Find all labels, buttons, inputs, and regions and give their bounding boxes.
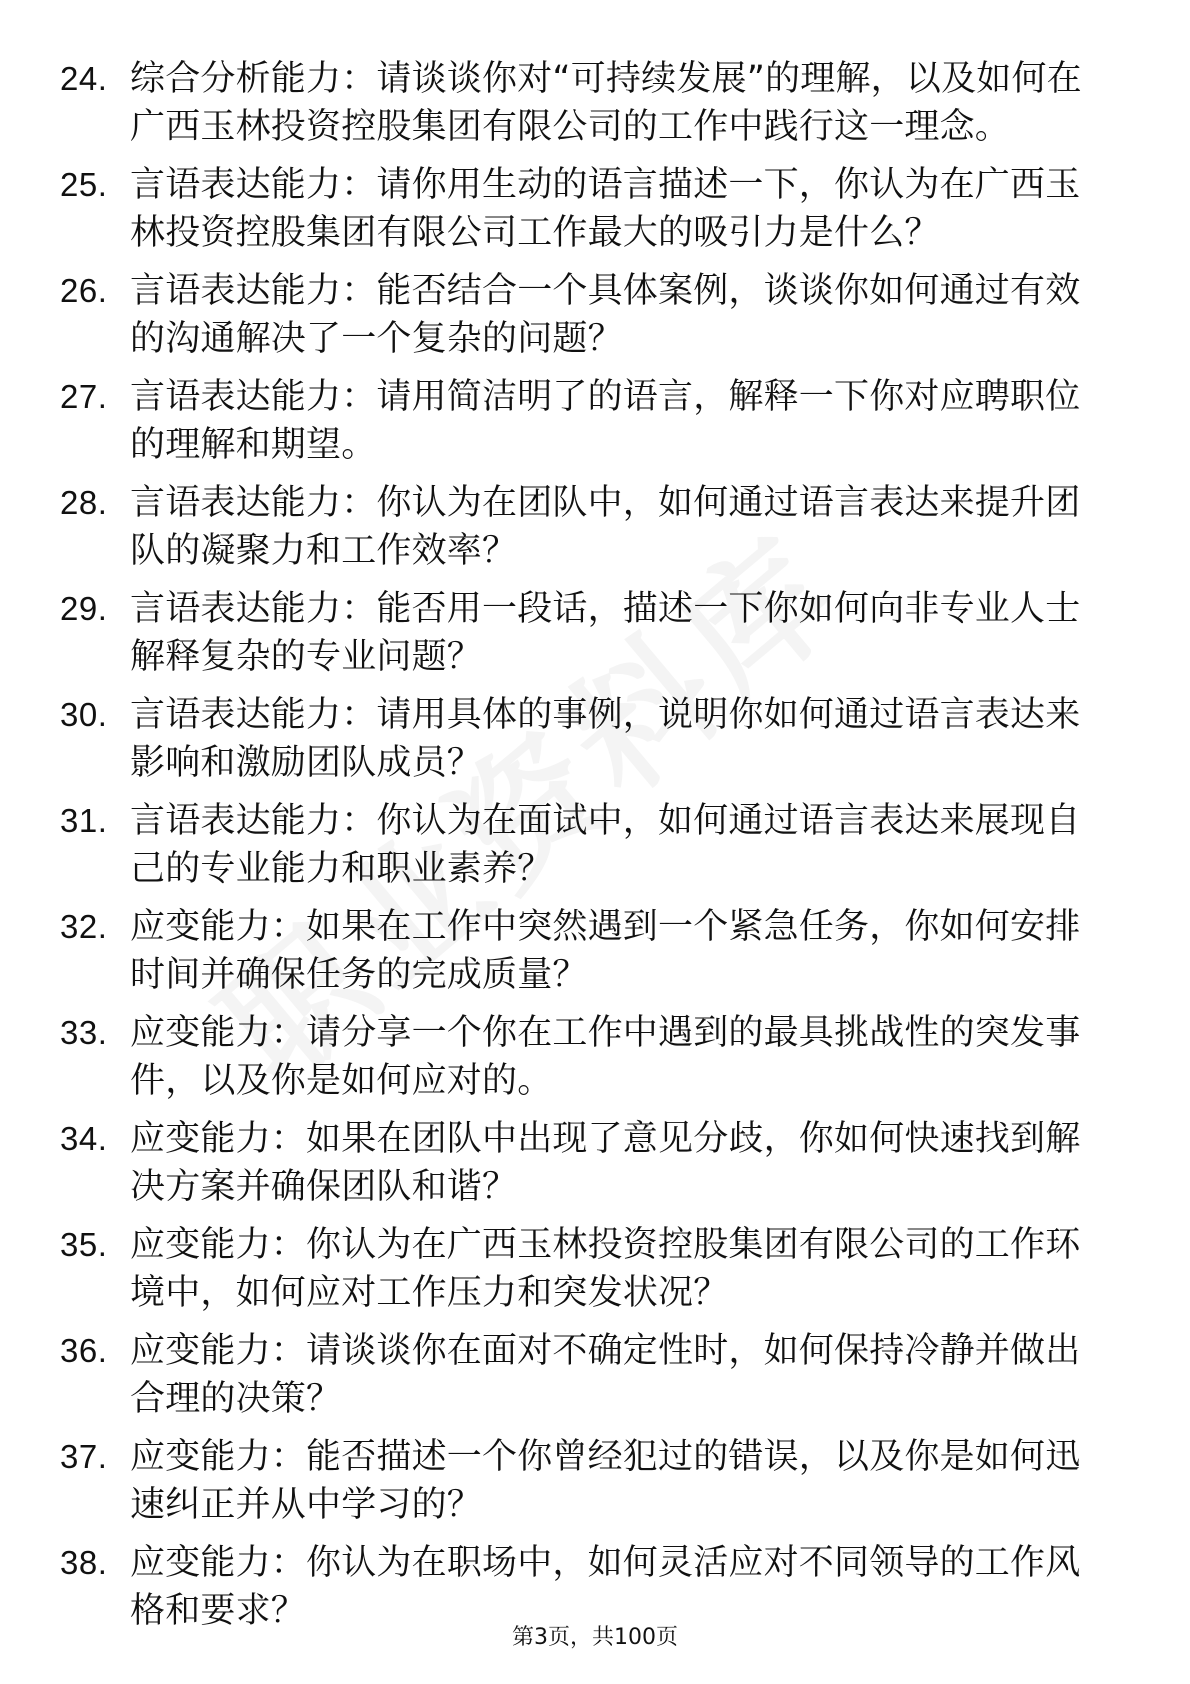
- list-item: [0, 1108, 1190, 1214]
- list-item: [0, 896, 1190, 1002]
- question-number: 32.: [60, 908, 108, 945]
- question-number: 30.: [60, 696, 108, 733]
- list-item: [0, 154, 1190, 260]
- question-number: 24.: [60, 60, 108, 97]
- list-item: [0, 366, 1190, 472]
- page-footer: [0, 1624, 1190, 1652]
- question-text: 言语表达能力：能否结合一个具体案例，谈谈你如何通过有效的沟通解决了一个复杂的问题？: [130, 271, 1081, 359]
- list-item: [0, 790, 1190, 896]
- question-text: 应变能力：如果在团队中出现了意见分歧，你如何快速找到解决方案并确保团队和谐？: [130, 1119, 1081, 1207]
- question-text: 应变能力：你认为在职场中，如何灵活应对不同领导的工作风格和要求？: [130, 1543, 1081, 1631]
- question-number: 25.: [60, 166, 108, 203]
- question-text: 言语表达能力：请用具体的事例，说明你如何通过语言表达来影响和激励团队成员？: [130, 695, 1081, 783]
- list-item: [0, 578, 1190, 684]
- list-item: [0, 472, 1190, 578]
- list-item: [0, 1214, 1190, 1320]
- list-item: [0, 1002, 1190, 1108]
- question-text: 言语表达能力：你认为在面试中，如何通过语言表达来展现自己的专业能力和职业素养？: [130, 801, 1081, 889]
- list-item: [0, 260, 1190, 366]
- question-text: 应变能力：请谈谈你在面对不确定性时，如何保持冷静并做出合理的决策？: [130, 1331, 1081, 1419]
- question-number: 36.: [60, 1332, 108, 1369]
- question-number: 34.: [60, 1120, 108, 1157]
- question-text: 言语表达能力：你认为在团队中，如何通过语言表达来提升团队的凝聚力和工作效率？: [130, 483, 1081, 571]
- question-text: 言语表达能力：能否用一段话，描述一下你如何向非专业人士解释复杂的专业问题？: [130, 589, 1081, 677]
- question-number: 29.: [60, 590, 108, 627]
- list-item: [0, 48, 1190, 154]
- question-number: 31.: [60, 802, 108, 839]
- question-number: 26.: [60, 272, 108, 309]
- list-item: [0, 1320, 1190, 1426]
- question-text: 应变能力：你认为在广西玉林投资控股集团有限公司的工作环境中，如何应对工作压力和突发状况？: [130, 1225, 1081, 1313]
- list-item: [0, 1532, 1190, 1638]
- question-text: 言语表达能力：请用简洁明了的语言，解释一下你对应聘职位的理解和期望。: [130, 377, 1081, 465]
- question-number: 33.: [60, 1014, 108, 1051]
- question-number: 28.: [60, 484, 108, 521]
- question-number: 27.: [60, 378, 108, 415]
- question-text: 应变能力：能否描述一个你曾经犯过的错误，以及你是如何迅速纠正并从中学习的？: [130, 1437, 1081, 1525]
- question-text: 应变能力：请分享一个你在工作中遇到的最具挑战性的突发事件，以及你是如何应对的。: [130, 1013, 1081, 1101]
- list-item: [0, 1426, 1190, 1532]
- question-text: 言语表达能力：请你用生动的语言描述一下，你认为在广西玉林投资控股集团有限公司工作最大的吸引力是什么？: [130, 165, 1081, 253]
- question-list: [0, 48, 1190, 1638]
- question-number: 35.: [60, 1226, 108, 1263]
- list-item: [0, 684, 1190, 790]
- question-number: 37.: [60, 1438, 108, 1475]
- question-text: 应变能力：如果在工作中突然遇到一个紧急任务，你如何安排时间并确保任务的完成质量？: [130, 907, 1081, 995]
- question-number: 38.: [60, 1544, 108, 1581]
- page-number-label: 第3页，共100页: [512, 1625, 678, 1650]
- question-text: 综合分析能力：请谈谈你对“可持续发展”的理解，以及如何在广西玉林投资控股集团有限公司的工作中践行这一理念。: [130, 59, 1082, 147]
